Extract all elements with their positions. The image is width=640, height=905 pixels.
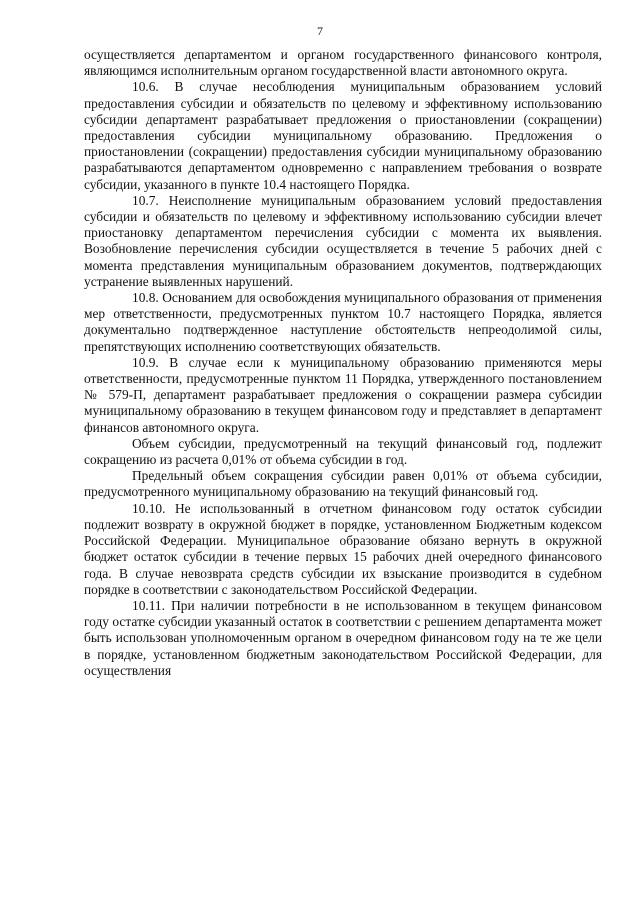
- document-body: [84, 47, 602, 679]
- paragraph-10-11: 10.11. При наличии потребности в не использованном в текущем финансовом году остатке субсидии указанный остаток в соответствии с решением департамента может быть использован уполномоченным органом в очередном финансовом году на те же цели в порядке, установленном бюджетным законодательством Российской Федерации, для осуществления: [84, 597, 602, 678]
- paragraph-10-10: 10.10. Не использованный в отчетном финансовом году остаток субсидии подлежит возврату в окружной бюджет в порядке, установленном Бюджетным кодексом Российской Федерации. Муниципальное образование обязано вернуть в окружной бюджет остаток субсидии в течение первых 15 рабочих дней очередного финансового года. В случае невозврата средств субсидии их взыскание производится в судебном порядке в соответствии с законодательством Российской Федерации.: [84, 500, 602, 597]
- paragraph-10-8: 10.8. Основанием для освобождения муниципального образования от применения мер ответственности, предусмотренных пунктом 10.7 настоящего Порядка, является документально подтвержденное наступление обстоятельств непреодолимой силы, препятствующих исполнению соответствующих обязательств.: [84, 290, 602, 354]
- paragraph-10-9: 10.9. В случае если к муниципальному образованию применяются меры ответственности, предусмотренные пунктом 11 Порядка, утвержденного постановлением № 579-П, департамент разрабатывает предложения о сокращении размера субсидии муниципальному образованию в текущем финансовом году и представляет в департамент финансов автономного округа.: [84, 354, 602, 435]
- page-number: 7: [317, 24, 323, 38]
- paragraph-subsidy-reduction: Объем субсидии, предусмотренный на текущий финансовый год, подлежит сокращению из расчета 0,01% от объема субсидии в год.: [84, 435, 602, 468]
- paragraph-10-7: 10.7. Неисполнение муниципальным образованием условий предоставления субсидии и обязательств по целевому и эффективному использованию субсидии влечет приостановку департаментом перечисления субсидии с момента их выявления. Возобновление перечисления субсидии осуществляется в течение 5 рабочих дней с момента представления муниципальным образованием документов, подтверждающих устранение выявленных нарушений.: [84, 192, 602, 289]
- paragraph-reduction-limit: Предельный объем сокращения субсидии равен 0,01% от объема субсидии, предусмотренного муниципальному образованию на текущий финансовый год.: [84, 468, 602, 500]
- paragraph-continuation: осуществляется департаментом и органом государственного финансового контроля, являющимся исполнительным органом государственной власти автономного округа.: [84, 47, 602, 79]
- paragraph-10-6: 10.6. В случае несоблюдения муниципальным образованием условий предоставления субсидии и обязательств по целевому и эффективному использованию субсидии департамент разрабатывает предложения о приостановлении (сокращении) предоставления субсидии муниципальному образованию. Предложения о приостановлении (сокращении) предоставления субсидии муниципальному образованию разрабатываются департаментом одновременно с направлением требования о возврате субсидии, указанного в пункте 10.4 настоящего Порядка.: [84, 79, 602, 192]
